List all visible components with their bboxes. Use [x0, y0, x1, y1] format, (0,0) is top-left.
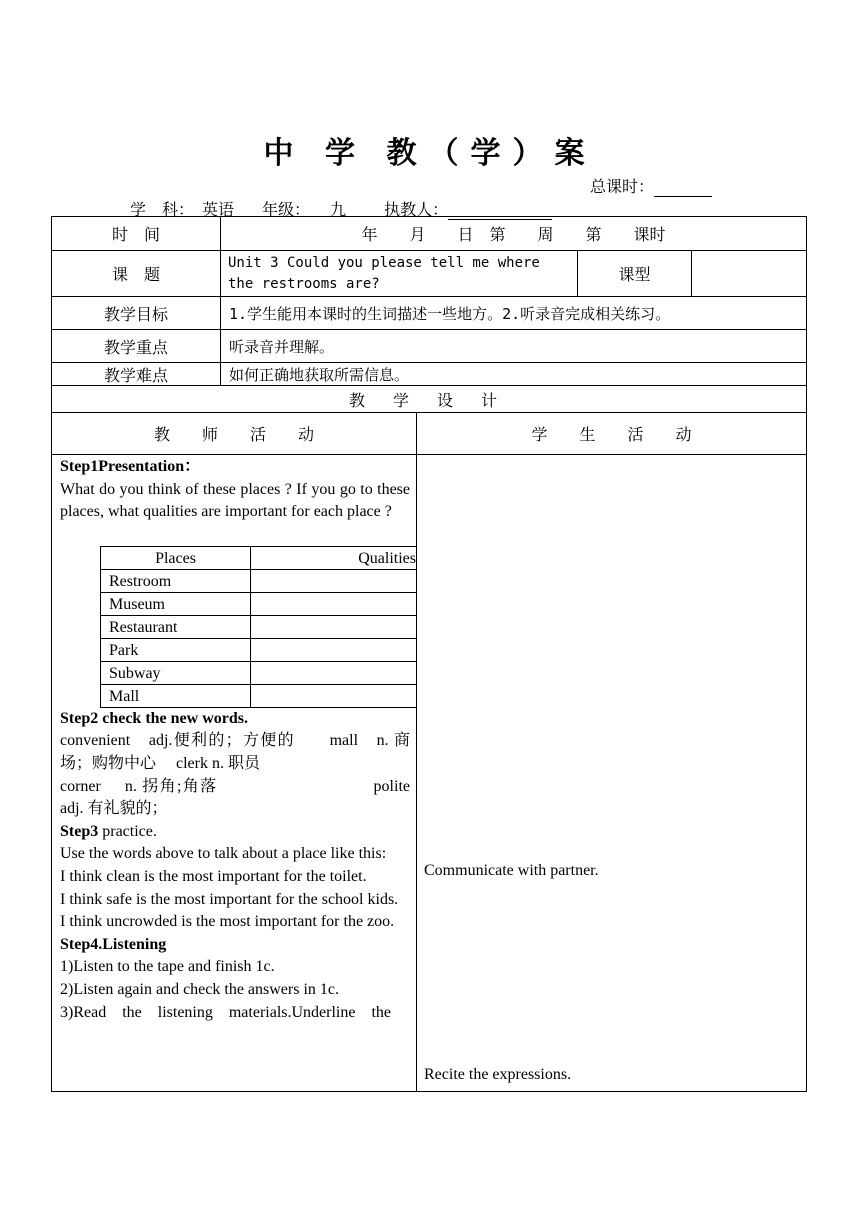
design-header: 教 学 设 计	[348, 392, 509, 410]
step3-text4: I think uncrowded is the most important for the zoo.	[60, 913, 395, 931]
grade-value: 九	[330, 202, 347, 219]
place-cell: Restaurant	[101, 616, 251, 639]
quality-cell[interactable]	[251, 662, 417, 685]
difficult-points-value: 如何正确地获取所需信息。	[229, 365, 410, 384]
lesson-type-label: 课型	[618, 267, 651, 284]
subject-value: 英语	[202, 202, 235, 219]
place-cell: Mall	[101, 685, 251, 708]
step4-item1: 1)Listen to the tape and finish 1c.	[60, 958, 275, 976]
col-line	[416, 412, 417, 1091]
total-hours	[590, 174, 712, 197]
step3-title: Step3	[60, 822, 99, 840]
table-row	[101, 616, 417, 639]
places-table	[100, 546, 417, 708]
topic-label: 课 题	[111, 267, 160, 284]
student-line-2: Recite the expressions.	[424, 1066, 572, 1083]
place-cell: Park	[101, 639, 251, 662]
quality-cell[interactable]	[251, 616, 417, 639]
step4-title: Step4.Listening	[60, 935, 167, 953]
step2-title: Step2 check the new words.	[60, 709, 248, 727]
table-row	[101, 685, 417, 708]
step3-text1: Use the words above to talk about a place like this:	[60, 845, 387, 863]
table-row	[101, 547, 417, 570]
quality-cell[interactable]	[251, 593, 417, 616]
place-cell: Restroom	[101, 570, 251, 593]
step1-text: What do you think of these places ? If you go to these places, what qualities are important for each place ?	[60, 480, 410, 521]
table-row	[101, 639, 417, 662]
step3-text3: I think safe is the most important for the school kids.	[60, 890, 399, 908]
student-line-1: Communicate with partner.	[424, 862, 599, 879]
key-points-label: 教学重点	[103, 339, 168, 357]
grade-label: 年级：	[262, 202, 311, 219]
teacher-activity-header: 教 师 活 动	[153, 427, 314, 444]
step3-text2: I think clean is the most important for the toilet.	[60, 867, 367, 885]
topic-value: Unit 3 Could you please tell me where the restrooms are?	[228, 255, 540, 292]
step1-title: Step1Presentation：	[60, 458, 201, 475]
time-value: 年 月 日 第 周 第 课时	[361, 227, 666, 244]
quality-cell[interactable]	[251, 685, 417, 708]
table-border-right	[806, 216, 807, 1092]
step2-line2: corner n. 拐角;角落 polite adj. 有礼貌的；	[60, 777, 414, 818]
teacher-activity-content	[60, 456, 414, 1024]
step4-item2: 2)Listen again and check the answers in 1c.	[60, 980, 340, 998]
qualities-header: Qualities	[251, 547, 417, 570]
row-line	[51, 454, 807, 455]
time-label: 时 间	[111, 227, 160, 244]
student-activity-header: 学 生 活 动	[531, 427, 692, 444]
subject-label: 学 科：	[130, 202, 195, 219]
step3-title-rest: practice.	[98, 822, 157, 840]
key-points-value: 听录音并理解。	[229, 337, 335, 356]
step4-item3: 3)Read the listening materials.Underline the	[60, 1003, 392, 1021]
table-row	[101, 593, 417, 616]
total-hours-blank	[654, 182, 712, 197]
col-line	[691, 250, 692, 296]
table-row	[101, 570, 417, 593]
page-title: 中 学 教（学）案	[263, 137, 597, 170]
place-cell: Museum	[101, 593, 251, 616]
table-row	[101, 662, 417, 685]
step2-line1: convenient adj.便利的；方便的 mall n. 商场；购物中心 clerk n. 职员	[60, 732, 410, 772]
teacher-label: 执教人：	[384, 202, 449, 219]
place-cell: Subway	[101, 662, 251, 685]
objective-label: 教学目标	[103, 306, 168, 324]
places-header: Places	[101, 547, 251, 570]
row-line	[51, 1091, 807, 1092]
quality-cell[interactable]	[251, 570, 417, 593]
quality-cell[interactable]	[251, 639, 417, 662]
total-hours-label: 总课时：	[590, 179, 655, 196]
difficult-points-label: 教学难点	[103, 367, 168, 385]
objective-value: 1.学生能用本课时的生词描述一些地方。2.听录音完成相关练习。	[229, 304, 671, 323]
